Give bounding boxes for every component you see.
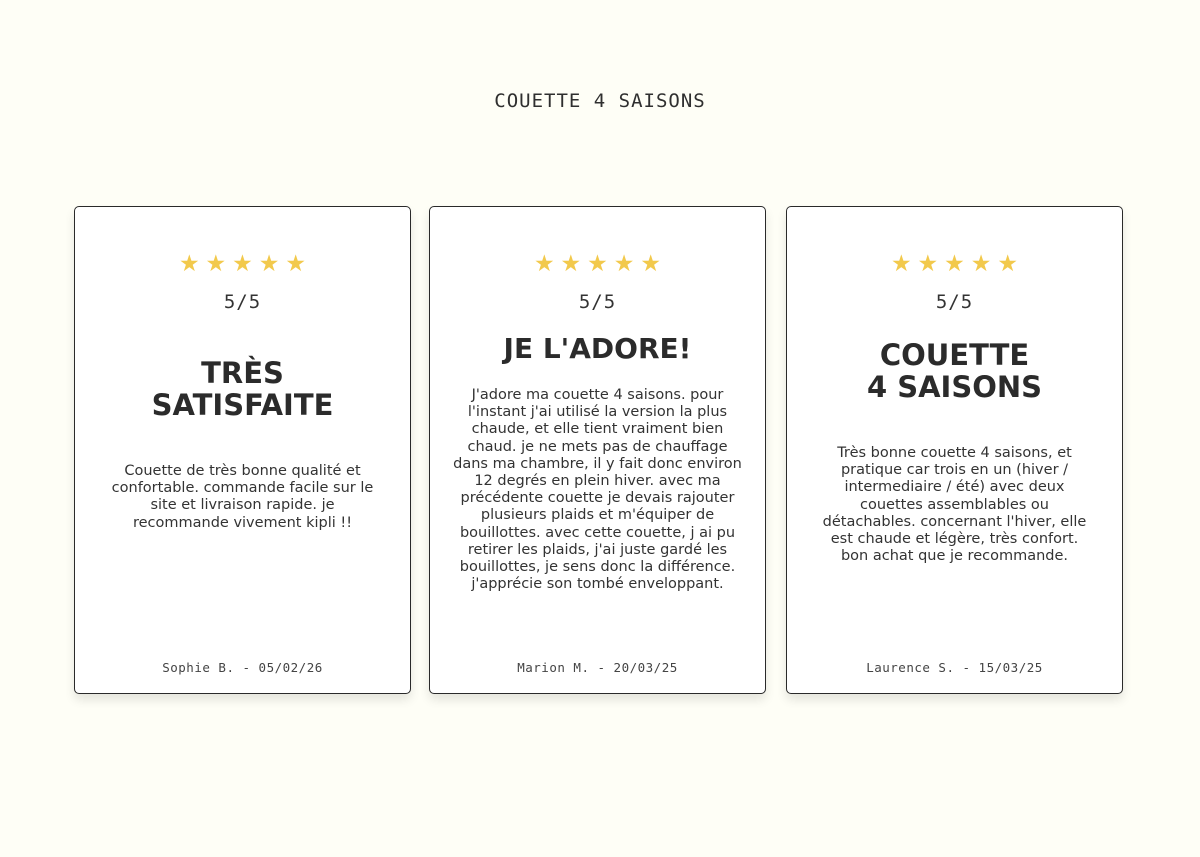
- review-card: [786, 206, 1123, 694]
- review-body: [452, 333, 743, 631]
- review-title: COUETTE 4 SAISONS: [866, 338, 1043, 404]
- star-rating-icons: ★★★★★: [178, 251, 313, 277]
- star-rating-icons: ★★★★★: [890, 251, 1025, 277]
- review-author-date: Laurence S. - 15/03/25: [866, 660, 1043, 675]
- review-card: [429, 206, 766, 694]
- page-title: COUETTE 4 SAISONS: [494, 90, 706, 112]
- rating-score: 5/5: [223, 291, 262, 313]
- review-title: JE L'ADORE!: [503, 332, 692, 365]
- review-text: Très bonne couette 4 saisons, et pratique car trois en un (hiver / intermediaire / été) avec deux couettes assemblables ou détachables. concernant l'hiver, elle est chaude et légère, très confort. bon achat que je recommande.: [822, 445, 1087, 565]
- review-text: Couette de très bonne qualité et confortable. commande facile sur le site et livraison rapide. je recommande vivement kipli !!: [111, 463, 374, 531]
- rating-score: 5/5: [578, 291, 617, 313]
- review-author-date: Sophie B. - 05/02/26: [162, 660, 323, 675]
- review-author-date: Marion M. - 20/03/25: [517, 660, 678, 675]
- star-rating-icons: ★★★★★: [533, 251, 668, 277]
- review-title: TRÈS SATISFAITE: [151, 356, 334, 422]
- review-body: [809, 339, 1100, 631]
- review-card: [74, 206, 411, 694]
- review-body: [97, 357, 388, 631]
- review-text: J'adore ma couette 4 saisons. pour l'instant j'ai utilisé la version la plus chaude, et elle tient vraiment bien chaud. je ne mets pas de chauffage dans ma chambre, il y fait donc environ 12 degrés en plein hiver. avec ma précédente couette je devais rajouter plusieurs plaids et m'équiper de bouillottes. avec cette couette, j ai pu retirer les plaids, j'ai juste gardé les bouillottes, je sens donc la différence. j'apprécie son tombé enveloppant.: [453, 387, 742, 593]
- rating-score: 5/5: [935, 291, 974, 313]
